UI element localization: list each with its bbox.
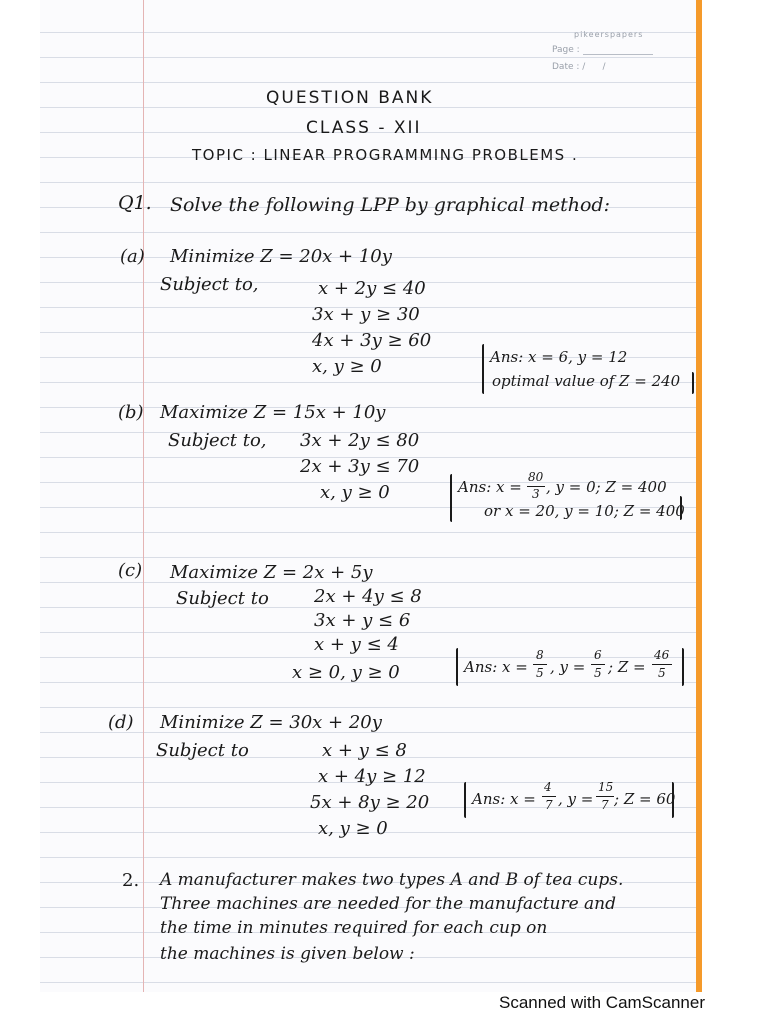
part-d-constraint-3: 5x + 8y ≥ 20 [310,792,430,813]
part-c-answer-bracket-right [674,648,684,686]
part-d-y-pre: , y = [558,790,594,808]
part-c-constraint-1: 2x + 4y ≤ 8 [314,586,422,607]
part-a-constraint-1: x + 2y ≤ 40 [318,278,426,299]
part-d-label: (d) [108,712,134,733]
part-b-label: (b) [118,402,144,423]
part-b-answer-bracket-right [672,496,682,520]
part-c-z-pre: ; Z = [608,658,646,676]
part-d-y-bar [596,796,614,797]
q2-line-2: Three machines are needed for the manufacture and [160,894,617,914]
part-d-subject: Subject to [156,740,249,761]
part-d-y-num: 15 [598,780,614,794]
part-d-x-num: 4 [544,780,552,794]
q2-number: 2. [122,870,140,891]
q2-line-1: A manufacturer makes two types A and B of tea cups. [160,870,624,890]
part-c-subject: Subject to [176,588,269,609]
part-d-answer-post: ; Z = 60 [614,790,676,808]
part-d-objective: Minimize Z = 30x + 20y [160,712,382,733]
part-a-constraint-3: 4x + 3y ≥ 60 [312,330,432,351]
q2-line-3: the time in minutes required for each cup on [160,918,548,938]
part-d-constraint-1: x + y ≤ 8 [322,740,407,761]
part-a-label: (a) [120,246,145,267]
part-c-constraint-4: x ≥ 0, y ≥ 0 [292,662,400,683]
title-class: CLASS - XII [306,118,422,138]
part-b-objective: Maximize Z = 15x + 10y [160,402,386,423]
title-topic: TOPIC : LINEAR PROGRAMMING PROBLEMS . [192,146,579,164]
part-c-x-bar [533,664,547,665]
part-b-constraint-3: x, y ≥ 0 [320,482,390,503]
date-label: Date : [552,62,580,72]
page-label: Page : [552,45,580,55]
part-d-x-bar [542,796,556,797]
part-b-answer-1-num: 80 [528,470,544,484]
part-d-answer-bracket-right [664,782,674,818]
q1-text: Solve the following LPP by graphical method: [170,194,610,216]
part-b-subject: Subject to, [168,430,267,451]
part-b-answer-1-den: 3 [532,487,540,501]
part-c-answer-pre: Ans: x = [464,658,528,676]
scanner-watermark: Scanned with CamScanner [499,993,706,1012]
q2-line-4: the machines is given below : [160,944,415,964]
notebook-brand: pikeerspapers [574,30,644,39]
part-c-constraint-2: 3x + y ≤ 6 [314,610,411,631]
page-edge [696,0,768,992]
title-question-bank: QUESTION BANK [266,88,434,108]
margin-line [143,0,144,992]
part-b-answer-2: or x = 20, y = 10; Z = 400 [484,502,685,520]
part-c-z-bar [652,664,672,665]
part-c-y-num: 6 [594,648,602,662]
part-c-x-den: 5 [536,666,544,680]
part-a-constraint-4: x, y ≥ 0 [312,356,382,377]
page-date-box [548,30,658,70]
part-c-constraint-3: x + y ≤ 4 [314,634,399,655]
part-a-subject: Subject to, [160,274,259,295]
part-a-objective: Minimize Z = 20x + 10y [170,246,392,267]
part-c-y-pre: , y = [550,658,586,676]
part-c-x-num: 8 [536,648,544,662]
part-c-y-den: 5 [594,666,602,680]
part-c-z-den: 5 [658,666,666,680]
part-b-constraint-1: 3x + 2y ≤ 80 [300,430,420,451]
part-d-constraint-4: x, y ≥ 0 [318,818,388,839]
part-c-y-bar [591,664,605,665]
part-a-constraint-2: 3x + y ≥ 30 [312,304,420,325]
date-separator: / / [582,62,606,72]
part-c-z-num: 46 [654,648,670,662]
part-a-answer-1: Ans: x = 6, y = 12 [490,348,628,366]
part-c-objective: Maximize Z = 2x + 5y [170,562,373,583]
part-a-answer-2: optimal value of Z = 240 [492,372,681,390]
part-a-answer-bracket-right [682,372,694,394]
part-d-y-den: 7 [601,798,609,812]
part-c-label: (c) [118,560,143,581]
q1-number: Q1. [118,192,152,214]
part-b-constraint-2: 2x + 3y ≤ 70 [300,456,420,477]
part-b-answer-1-post: , y = 0; Z = 400 [546,478,667,496]
part-d-answer-pre: Ans: x = [472,790,536,808]
part-d-constraint-2: x + 4y ≥ 12 [318,766,426,787]
part-d-x-den: 7 [545,798,553,812]
part-b-answer-1-pre: Ans: x = [458,478,522,496]
